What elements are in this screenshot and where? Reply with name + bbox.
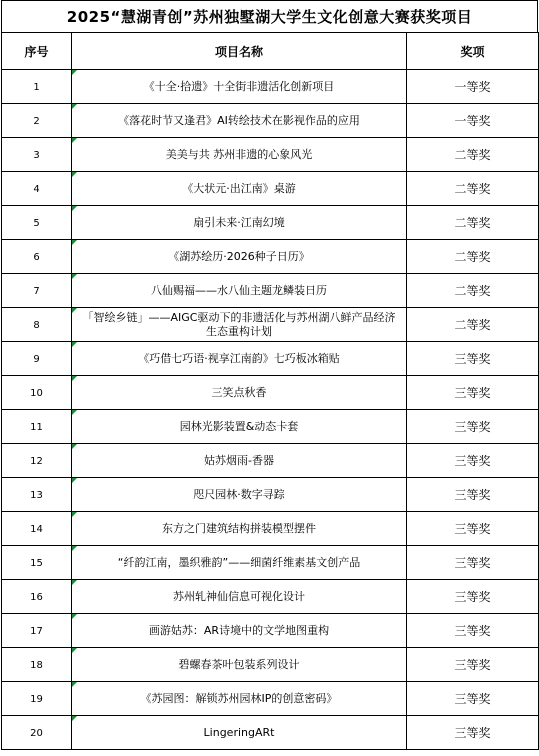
header-row: [2, 33, 539, 70]
comment-marker-icon: [72, 376, 77, 381]
cell-number[interactable]: [2, 614, 72, 648]
cell-award[interactable]: [407, 376, 539, 410]
comment-marker-icon: [72, 478, 77, 483]
comment-marker-icon: [72, 104, 77, 109]
cell-project-name[interactable]: [72, 580, 407, 614]
award-label: 三等奖: [454, 420, 491, 434]
row-number: 5: [33, 218, 40, 229]
cell-project-name[interactable]: [72, 410, 407, 444]
award-label: 三等奖: [454, 658, 491, 672]
cell-award[interactable]: [407, 240, 539, 274]
row-number: 2: [33, 116, 40, 127]
sheet-title: 2025“慧湖青创”苏州独墅湖大学生文化创意大赛获奖项目: [1, 0, 538, 32]
cell-number[interactable]: [2, 376, 72, 410]
cell-number[interactable]: [2, 478, 72, 512]
row-number: 14: [30, 524, 43, 535]
row-number: 12: [30, 456, 43, 467]
header-name[interactable]: 项目名称: [72, 33, 407, 70]
cell-award[interactable]: [407, 104, 539, 138]
project-name: 《湖苏绘历·2026种子日历》: [168, 249, 310, 263]
cell-number[interactable]: [2, 512, 72, 546]
award-label: 三等奖: [454, 352, 491, 366]
comment-marker-icon: [72, 70, 77, 75]
comment-marker-icon: [72, 716, 77, 721]
cell-number[interactable]: [2, 206, 72, 240]
row-number: 4: [33, 184, 40, 195]
comment-marker-icon: [72, 206, 77, 211]
table-row: [2, 70, 539, 104]
row-number: 17: [30, 626, 43, 637]
row-number: 6: [33, 252, 40, 263]
cell-project-name[interactable]: [72, 682, 407, 716]
cell-number[interactable]: [2, 342, 72, 376]
row-number: 13: [30, 490, 43, 501]
cell-project-name[interactable]: [72, 478, 407, 512]
cell-number[interactable]: [2, 274, 72, 308]
award-label: 二等奖: [454, 284, 491, 298]
award-label: 三等奖: [454, 590, 491, 604]
comment-marker-icon: [72, 342, 77, 347]
cell-number[interactable]: [2, 716, 72, 750]
comment-marker-icon: [72, 410, 77, 415]
row-number: 7: [33, 286, 40, 297]
cell-project-name[interactable]: [72, 512, 407, 546]
cell-number[interactable]: [2, 70, 72, 104]
award-label: 三等奖: [454, 624, 491, 638]
comment-marker-icon: [72, 240, 77, 245]
cell-number[interactable]: [2, 308, 72, 342]
table-row: [2, 512, 539, 546]
table-row: [2, 546, 539, 580]
project-name: 东方之门建筑结构拼装模型摆件: [162, 521, 316, 535]
cell-award[interactable]: [407, 716, 539, 750]
cell-project-name[interactable]: [72, 138, 407, 172]
project-name: 《大状元·出江南》桌游: [182, 181, 296, 195]
table-row: [2, 104, 539, 138]
row-number: 3: [33, 150, 40, 161]
cell-project-name[interactable]: [72, 274, 407, 308]
table-row: [2, 444, 539, 478]
cell-award[interactable]: [407, 172, 539, 206]
table-row: [2, 614, 539, 648]
table-row: [2, 648, 539, 682]
cell-award[interactable]: [407, 614, 539, 648]
row-number: 16: [30, 592, 43, 603]
comment-marker-icon: [72, 614, 77, 619]
comment-marker-icon: [72, 444, 77, 449]
comment-marker-icon: [72, 648, 77, 653]
row-number: 11: [30, 422, 43, 433]
cell-award[interactable]: [407, 274, 539, 308]
award-label: 三等奖: [454, 454, 491, 468]
project-name: 八仙赐福——水八仙主题龙鳞装日历: [151, 283, 327, 297]
table-row: [2, 138, 539, 172]
award-label: 一等奖: [454, 80, 491, 94]
row-number: 18: [30, 660, 43, 671]
project-name: 《巧借七巧语·视享江南韵》七巧板冰箱贴: [138, 351, 340, 365]
header-award[interactable]: 奖项: [407, 33, 539, 70]
comment-marker-icon: [72, 172, 77, 177]
project-name: 碧螺春茶叶包装系列设计: [178, 657, 300, 671]
table-row: [2, 410, 539, 444]
comment-marker-icon: [72, 682, 77, 687]
cell-number[interactable]: [2, 138, 72, 172]
cell-award[interactable]: [407, 138, 539, 172]
table-row: [2, 206, 539, 240]
table-row: [2, 308, 539, 342]
award-label: 三等奖: [454, 692, 491, 706]
comment-marker-icon: [72, 580, 77, 585]
award-label: 三等奖: [454, 726, 491, 740]
cell-number[interactable]: [2, 580, 72, 614]
cell-project-name[interactable]: [72, 308, 407, 342]
row-number: 8: [33, 320, 40, 331]
award-label: 三等奖: [454, 488, 491, 502]
cell-award[interactable]: [407, 478, 539, 512]
project-name: 苏州轧神仙信息可视化设计: [173, 589, 305, 603]
project-name: 三笑点秋香: [211, 385, 267, 399]
cell-number[interactable]: [2, 172, 72, 206]
table-row: [2, 580, 539, 614]
award-label: 二等奖: [454, 148, 491, 162]
cell-project-name[interactable]: [72, 376, 407, 410]
cell-project-name[interactable]: [72, 172, 407, 206]
cell-number[interactable]: [2, 444, 72, 478]
cell-number[interactable]: [2, 104, 72, 138]
cell-award[interactable]: [407, 410, 539, 444]
project-name: 画游姑苏：AR诗境中的文学地图重构: [148, 623, 330, 637]
table-row: [2, 682, 539, 716]
award-label: 三等奖: [454, 386, 491, 400]
table-row: [2, 172, 539, 206]
project-name: LingeringARt: [203, 725, 275, 739]
award-label: 二等奖: [454, 216, 491, 230]
row-number: 20: [30, 728, 43, 739]
cell-project-name[interactable]: [72, 206, 407, 240]
award-label: 三等奖: [454, 522, 491, 536]
table-row: [2, 240, 539, 274]
cell-number[interactable]: [2, 240, 72, 274]
cell-award[interactable]: [407, 580, 539, 614]
cell-number[interactable]: [2, 410, 72, 444]
award-label: 一等奖: [454, 114, 491, 128]
table-body: [2, 70, 539, 750]
table-row: [2, 376, 539, 410]
award-label: 二等奖: [454, 318, 491, 332]
project-name: 扇引未来·江南幻境: [193, 215, 285, 229]
project-name: 《落花时节又逢君》AI转绘技术在影视作品的应用: [118, 113, 360, 127]
cell-project-name[interactable]: [72, 614, 407, 648]
project-name: 「智绘乡链」——AIGC驱动下的非遗活化与苏州湖八鲜产品经济生态重构计划: [82, 310, 396, 338]
row-number: 10: [30, 388, 43, 399]
project-name: 美美与共 苏州非遗的心象风光: [165, 147, 313, 161]
project-name: 咫尺园林·数字寻踪: [193, 487, 285, 501]
comment-marker-icon: [72, 308, 77, 313]
row-number: 1: [33, 82, 40, 93]
table-row: [2, 274, 539, 308]
cell-project-name[interactable]: [72, 444, 407, 478]
cell-award[interactable]: [407, 512, 539, 546]
cell-award[interactable]: [407, 308, 539, 342]
cell-number[interactable]: [2, 648, 72, 682]
award-label: 二等奖: [454, 250, 491, 264]
cell-award[interactable]: [407, 682, 539, 716]
table-row: [2, 342, 539, 376]
award-label: 二等奖: [454, 182, 491, 196]
cell-number[interactable]: [2, 682, 72, 716]
cell-project-name[interactable]: [72, 648, 407, 682]
table-row: [2, 716, 539, 750]
row-number: 19: [30, 694, 43, 705]
cell-award[interactable]: [407, 444, 539, 478]
cell-award[interactable]: [407, 342, 539, 376]
project-name: 姑苏烟雨-香器: [204, 453, 274, 467]
comment-marker-icon: [72, 138, 77, 143]
cell-project-name[interactable]: [72, 240, 407, 274]
cell-number[interactable]: [2, 546, 72, 580]
cell-award[interactable]: [407, 546, 539, 580]
cell-award[interactable]: [407, 70, 539, 104]
project-name: “纤韵江南，墨织雅韵”——细菌纤维素基文创产品: [117, 555, 361, 569]
table-row: [2, 478, 539, 512]
award-label: 三等奖: [454, 556, 491, 570]
cell-project-name[interactable]: [72, 70, 407, 104]
header-no[interactable]: 序号: [2, 33, 72, 70]
cell-project-name[interactable]: [72, 546, 407, 580]
row-number: 15: [30, 558, 43, 569]
project-name: 《十全·拾遗》十全街非遗活化创新项目: [143, 79, 335, 93]
comment-marker-icon: [72, 546, 77, 551]
row-number: 9: [33, 354, 40, 365]
cell-project-name[interactable]: [72, 716, 407, 750]
cell-project-name[interactable]: [72, 342, 407, 376]
awards-table: [1, 32, 539, 750]
spreadsheet: [1, 0, 538, 750]
project-name: 园林光影装置&动态卡套: [179, 419, 299, 433]
project-name: 《苏园图：解锁苏州园林IP的创意密码》: [140, 691, 338, 705]
cell-award[interactable]: [407, 206, 539, 240]
comment-marker-icon: [72, 512, 77, 517]
cell-project-name[interactable]: [72, 104, 407, 138]
comment-marker-icon: [72, 274, 77, 279]
cell-award[interactable]: [407, 648, 539, 682]
